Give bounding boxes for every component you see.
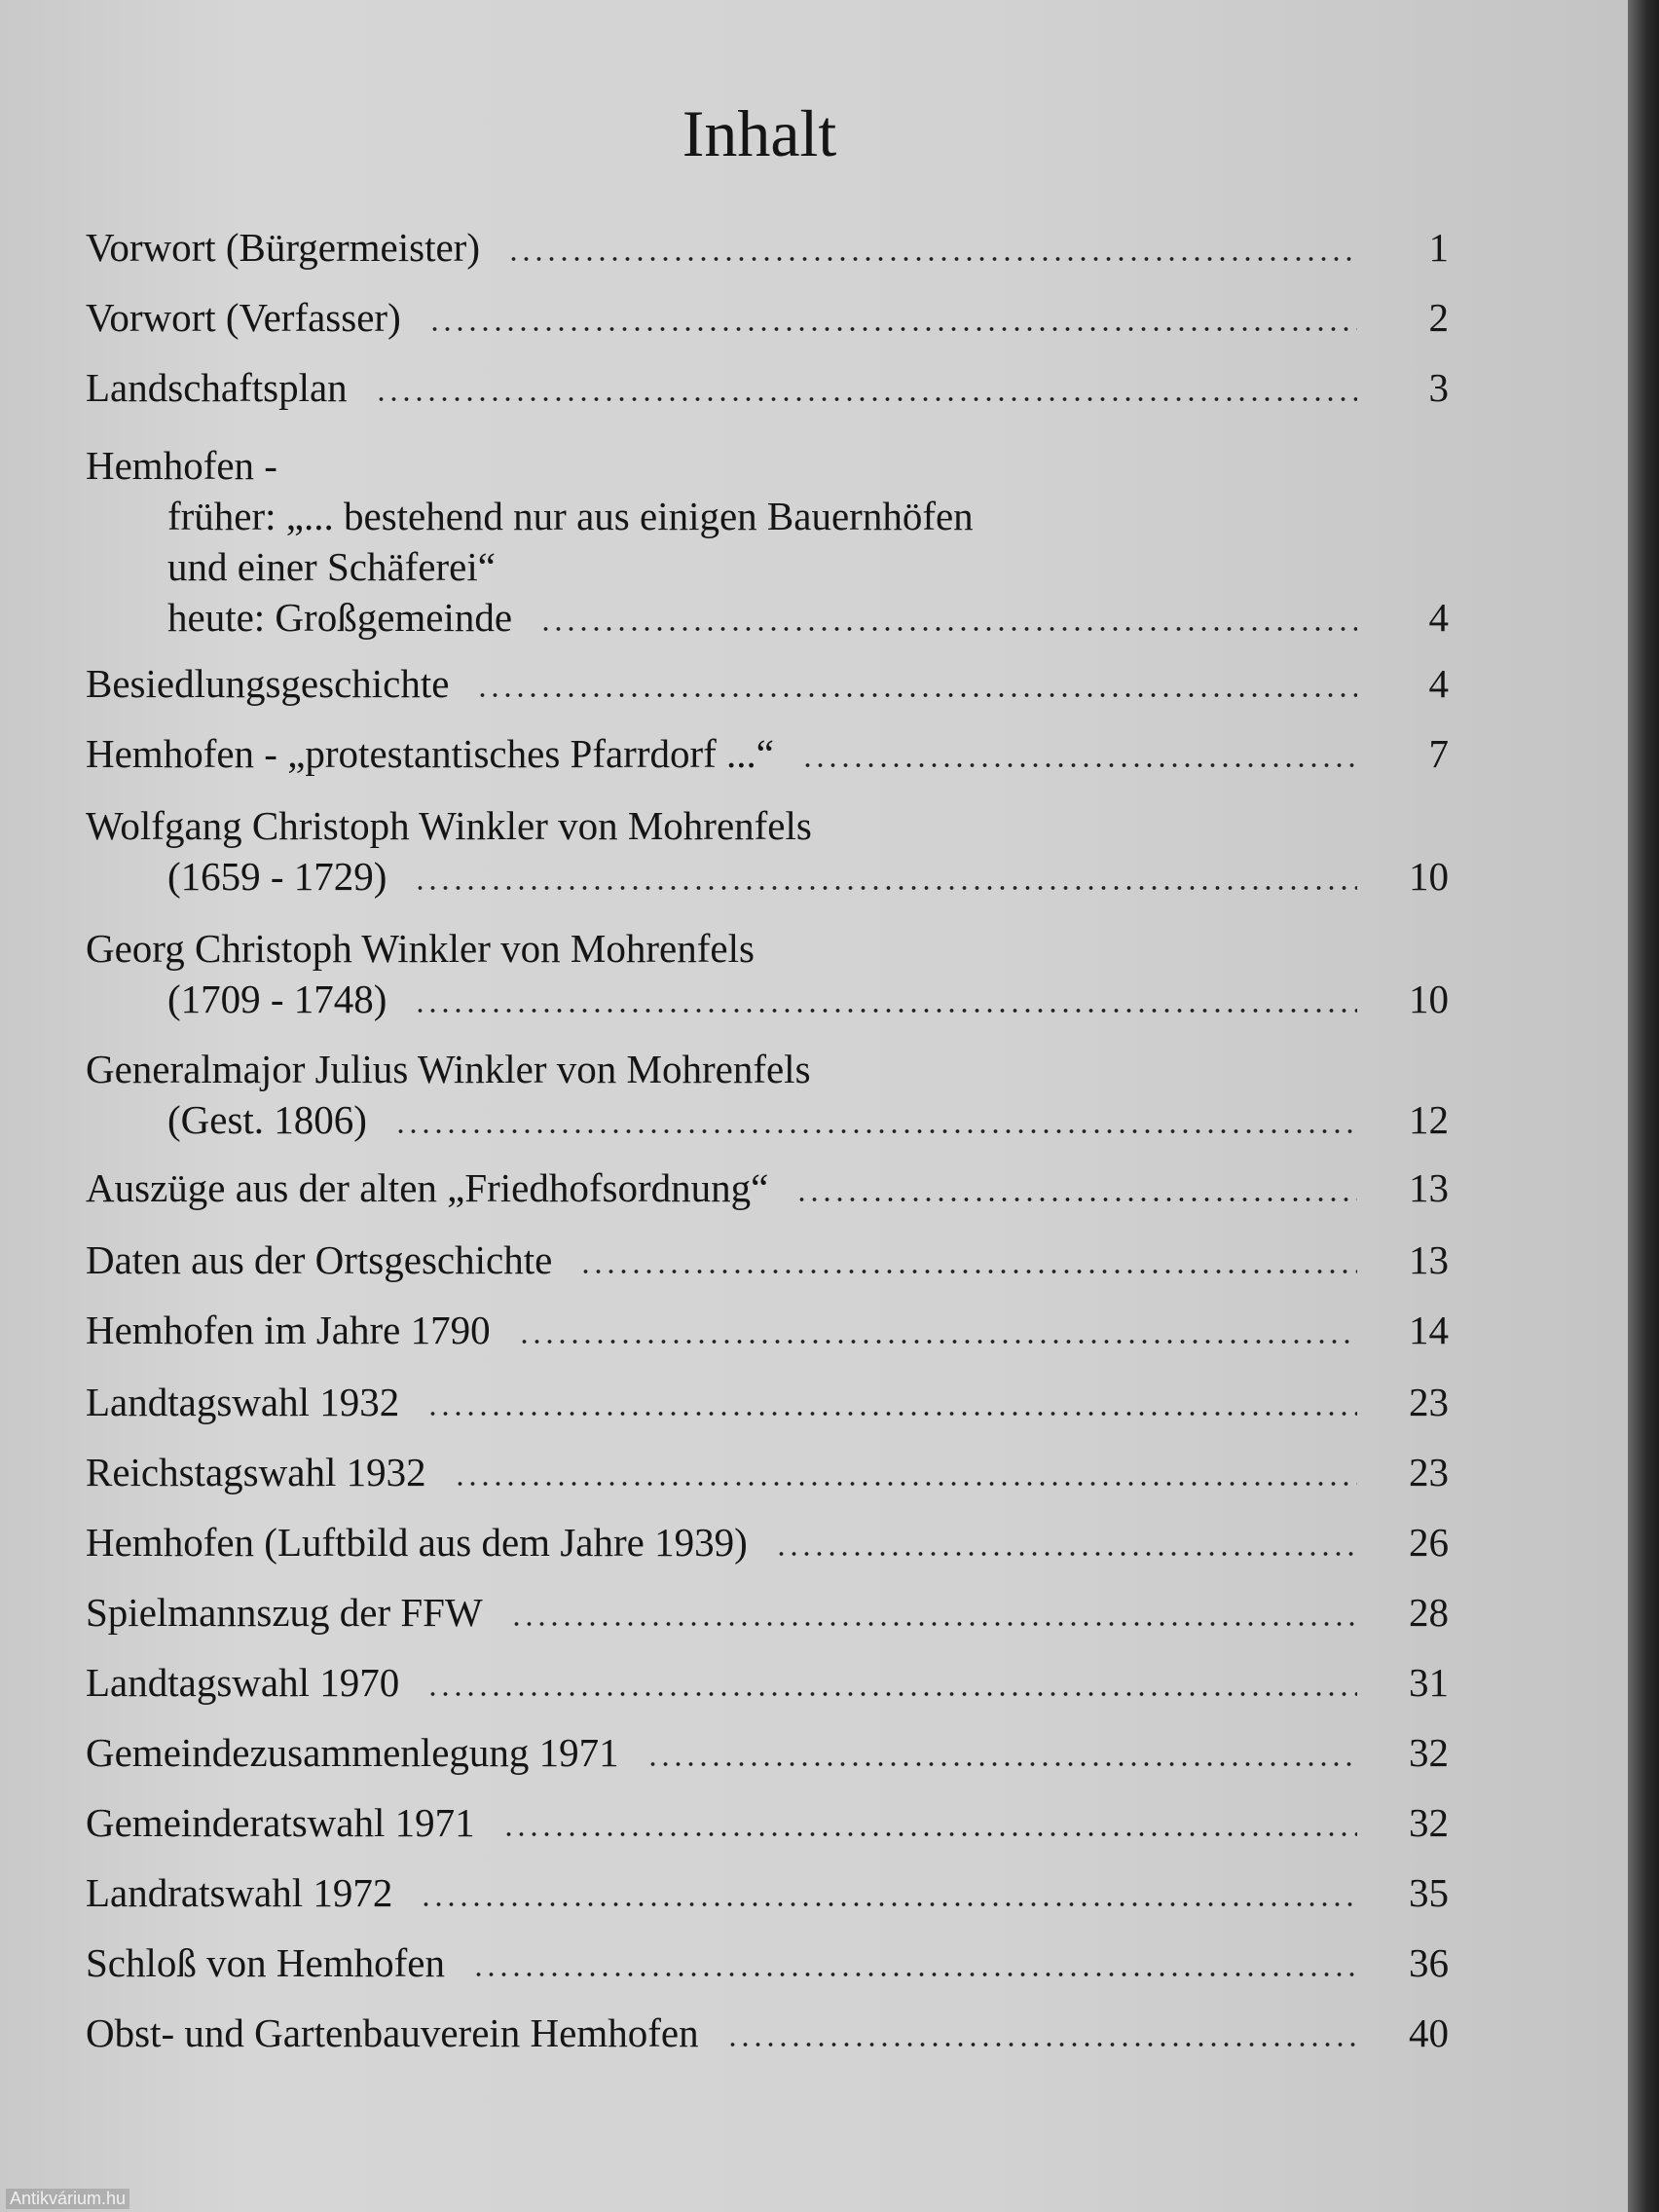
- toc-line: Wolfgang Christoph Winkler von Mohrenfels: [86, 803, 812, 848]
- toc-label: Hemhofen (Luftbild aus dem Jahre 1939): [86, 1520, 748, 1565]
- toc-entry: [86, 1517, 1449, 1567]
- toc-label: Gemeinderatswahl 1971: [86, 1800, 475, 1845]
- dot-leader: [414, 1007, 1357, 1014]
- toc-entry: [86, 1235, 1449, 1285]
- toc-line: Hemhofen -: [86, 443, 277, 488]
- toc-label: Schloß von Hemhofen: [86, 1940, 445, 1985]
- toc-label: Obst- und Gartenbauverein Hemhofen: [86, 2010, 699, 2055]
- toc-entry: [86, 1657, 1449, 1708]
- toc-page-number: 32: [1409, 1800, 1449, 1845]
- dot-leader: [472, 1971, 1357, 1978]
- toc-page-number: 12: [1409, 1097, 1449, 1142]
- dot-leader: [502, 1830, 1357, 1838]
- toc-page-number: 10: [1409, 854, 1449, 899]
- dot-leader: [507, 255, 1357, 263]
- toc-page-number: 3: [1428, 365, 1449, 410]
- toc-page-number: 32: [1409, 1730, 1449, 1775]
- toc-entry: [86, 440, 1449, 643]
- toc-page-number: 2: [1428, 295, 1449, 340]
- watermark: Antikvárium.hu: [6, 2189, 129, 2209]
- dot-leader: [454, 1480, 1357, 1488]
- toc-label: (1709 - 1748): [167, 977, 387, 1021]
- toc-entry: [86, 1727, 1449, 1778]
- toc-entry: [86, 800, 1449, 902]
- toc-page-number: 10: [1409, 977, 1449, 1021]
- dot-leader: [646, 1760, 1357, 1768]
- toc-page-number: 13: [1409, 1165, 1449, 1210]
- dot-leader: [476, 691, 1357, 699]
- dot-leader: [775, 1550, 1357, 1558]
- toc-page-number: 35: [1409, 1870, 1449, 1915]
- toc-entry: [86, 923, 1449, 1024]
- toc-label: Vorwort (Bürgermeister): [86, 225, 480, 270]
- dot-leader: [726, 2041, 1357, 2048]
- dot-leader: [375, 395, 1357, 403]
- toc-entry: [86, 1867, 1449, 1918]
- toc-label: Spielmannszug der FFW: [86, 1590, 483, 1635]
- toc-page-number: 7: [1428, 731, 1449, 776]
- toc-entry: [86, 658, 1449, 709]
- dot-leader: [394, 1127, 1357, 1135]
- toc-page-number: 26: [1409, 1520, 1449, 1565]
- toc-line: Generalmajor Julius Winkler von Mohrenfels: [86, 1047, 811, 1091]
- toc-entry: [86, 1447, 1449, 1497]
- dot-leader: [518, 1338, 1357, 1346]
- toc-page-number: 23: [1409, 1450, 1449, 1494]
- toc-entry: [86, 1305, 1449, 1355]
- toc-label: Landtagswahl 1970: [86, 1660, 400, 1705]
- toc-page-number: 31: [1409, 1660, 1449, 1705]
- toc-page-number: 13: [1409, 1237, 1449, 1282]
- dot-leader: [539, 625, 1357, 633]
- page-title: Inhalt: [682, 96, 837, 170]
- toc-label: Besiedlungsgeschichte: [86, 661, 450, 706]
- toc-entry: [86, 222, 1449, 273]
- toc-entry: [86, 2008, 1449, 2058]
- dot-leader: [428, 325, 1357, 333]
- toc-label: Vorwort (Verfasser): [86, 295, 401, 340]
- dot-leader: [801, 761, 1357, 769]
- toc-label: Gemeindezusammenlegung 1971: [86, 1730, 619, 1775]
- toc-entry: [86, 728, 1449, 779]
- toc-entry: [86, 1162, 1449, 1213]
- toc-entry: [86, 292, 1449, 343]
- toc-entry: [86, 1587, 1449, 1638]
- toc-entry: [86, 1797, 1449, 1848]
- toc-entry: [86, 362, 1449, 413]
- toc-page-number: 14: [1409, 1308, 1449, 1352]
- toc-entry: [86, 1937, 1449, 1988]
- toc-page-number: 23: [1409, 1380, 1449, 1424]
- toc-line: Georg Christoph Winkler von Mohrenfels: [86, 926, 755, 971]
- toc-label: Daten aus der Ortsgeschichte: [86, 1237, 553, 1282]
- toc-entry: [86, 1377, 1449, 1427]
- dot-leader: [579, 1268, 1357, 1275]
- toc-label: heute: Großgemeinde: [167, 595, 513, 640]
- dot-leader: [414, 884, 1357, 892]
- dot-leader: [426, 1410, 1357, 1418]
- toc-label: Landschaftsplan: [86, 365, 348, 410]
- toc-page-number: 28: [1409, 1590, 1449, 1635]
- toc-page-number: 36: [1409, 1940, 1449, 1985]
- book-binding-edge: [1628, 0, 1659, 2212]
- toc-label: Reichstagswahl 1932: [86, 1450, 426, 1494]
- dot-leader: [795, 1196, 1357, 1203]
- toc-line: früher: „... bestehend nur aus einigen Bauernhöfen: [167, 494, 974, 538]
- toc-label: Auszüge aus der alten „Friedhofsordnung“: [86, 1165, 769, 1210]
- toc-page-number: 4: [1428, 595, 1449, 640]
- toc-label: Landratswahl 1972: [86, 1870, 393, 1915]
- toc-label: (Gest. 1806): [167, 1097, 367, 1142]
- toc-label: Landtagswahl 1932: [86, 1380, 400, 1424]
- toc-page-number: 1: [1428, 225, 1449, 270]
- toc-label: Hemhofen im Jahre 1790: [86, 1308, 491, 1352]
- dot-leader: [510, 1620, 1357, 1628]
- toc-page-number: 4: [1428, 661, 1449, 706]
- toc-label: Hemhofen - „protestantisches Pfarrdorf ...“: [86, 731, 774, 776]
- toc-label: (1659 - 1729): [167, 854, 387, 899]
- dot-leader: [420, 1900, 1357, 1908]
- toc-entry: [86, 1044, 1449, 1145]
- toc-line: und einer Schäferei“: [167, 544, 496, 589]
- dot-leader: [426, 1690, 1357, 1698]
- toc-page-number: 40: [1409, 2010, 1449, 2055]
